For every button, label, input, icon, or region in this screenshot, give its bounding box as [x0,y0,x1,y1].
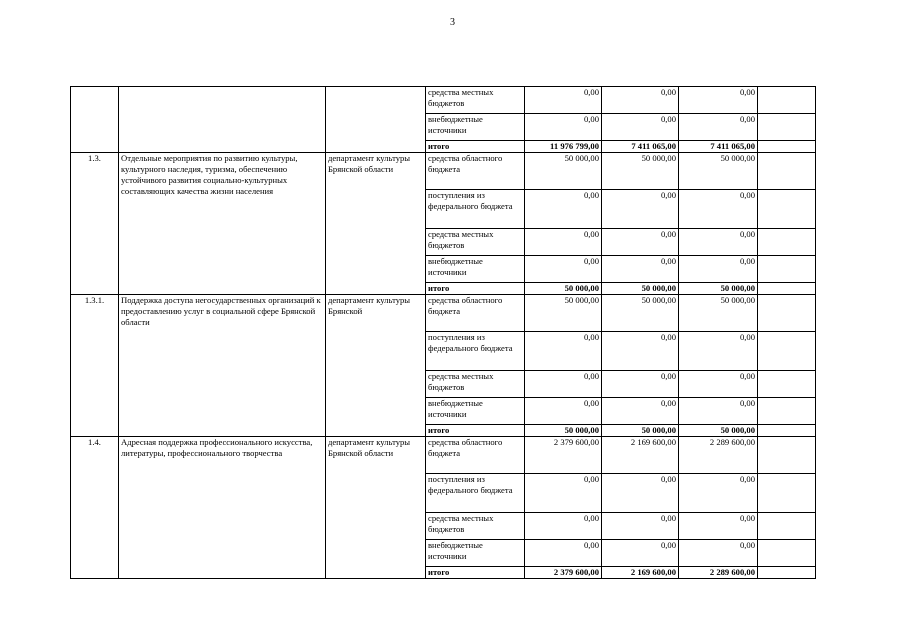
empty-cell [758,474,816,513]
amount-value: 0,00 [525,256,602,283]
executor: департамент культуры Брянской [326,295,426,437]
amount-value: 0,00 [602,513,679,540]
funding-source: внебюджетные источники [426,540,525,567]
amount-value: 0,00 [602,398,679,425]
empty-cell [758,513,816,540]
funding-source: внебюджетные источники [426,398,525,425]
budget-table [70,86,816,579]
page-number: 3 [450,17,455,28]
amount-value: 0,00 [602,540,679,567]
total-label: итого [426,141,525,153]
funding-source: средства областного бюджета [426,437,525,474]
empty-cell [758,332,816,371]
table-row [71,295,816,332]
amount-value: 0,00 [525,474,602,513]
total-value: 50 000,00 [679,283,758,295]
amount-value: 0,00 [525,190,602,229]
executor: департамент культуры Брянской области [326,437,426,579]
amount-value: 50 000,00 [525,153,602,190]
amount-value: 0,00 [525,371,602,398]
amount-value: 0,00 [525,540,602,567]
table-row [71,437,816,474]
total-value: 2 289 600,00 [679,567,758,579]
funding-source: внебюджетные источники [426,256,525,283]
amount-value: 0,00 [602,256,679,283]
empty-cell [758,540,816,567]
amount-value: 0,00 [525,398,602,425]
empty-cell [758,87,816,114]
total-value: 2 169 600,00 [602,567,679,579]
amount-value: 0,00 [679,513,758,540]
amount-value: 0,00 [679,114,758,141]
amount-value: 50 000,00 [679,153,758,190]
empty-cell [758,283,816,295]
amount-value: 0,00 [525,513,602,540]
item-index: 1.3.1. [71,295,119,437]
empty-cell [758,425,816,437]
total-value: 50 000,00 [679,425,758,437]
table-row [71,153,816,190]
empty-cell [758,371,816,398]
empty-cell [758,153,816,190]
funding-source: средства местных бюджетов [426,229,525,256]
total-value: 50 000,00 [602,425,679,437]
amount-value: 0,00 [679,256,758,283]
amount-value: 0,00 [602,371,679,398]
amount-value: 0,00 [679,540,758,567]
amount-value: 0,00 [602,190,679,229]
empty-cell [758,229,816,256]
amount-value: 0,00 [679,190,758,229]
empty-cell [758,567,816,579]
item-index: 1.4. [71,437,119,579]
activity-title: Поддержка доступа негосударственных организаций к предоставлению услуг в социальной сфере Брянской области [119,295,326,437]
amount-value: 50 000,00 [679,295,758,332]
empty-cell [758,437,816,474]
amount-value: 0,00 [679,398,758,425]
amount-value: 0,00 [679,474,758,513]
funding-source: внебюджетные источники [426,114,525,141]
activity-title: Отдельные мероприятия по развитию культуры, культурного наследия, туризма, обеспечению устойчивого развития социально-культурных составляющих качества жизни населения [119,153,326,295]
amount-value: 0,00 [679,332,758,371]
empty-cell [119,87,326,153]
funding-source: поступления из федерального бюджета [426,332,525,371]
total-label: итого [426,425,525,437]
empty-cell [758,114,816,141]
total-value: 7 411 065,00 [679,141,758,153]
amount-value: 50 000,00 [525,295,602,332]
amount-value: 0,00 [602,87,679,114]
amount-value: 2 169 600,00 [602,437,679,474]
item-index: 1.3. [71,153,119,295]
empty-cell [71,87,119,153]
empty-cell [758,190,816,229]
amount-value: 0,00 [525,87,602,114]
table-row [71,87,816,114]
empty-cell [758,141,816,153]
empty-cell [758,398,816,425]
amount-value: 0,00 [525,114,602,141]
total-label: итого [426,567,525,579]
amount-value: 50 000,00 [602,295,679,332]
amount-value: 0,00 [602,332,679,371]
funding-source: поступления из федерального бюджета [426,474,525,513]
total-label: итого [426,283,525,295]
total-value: 50 000,00 [602,283,679,295]
amount-value: 0,00 [525,229,602,256]
funding-source: поступления из федерального бюджета [426,190,525,229]
total-value: 50 000,00 [525,283,602,295]
amount-value: 0,00 [679,371,758,398]
amount-value: 0,00 [602,474,679,513]
funding-source: средства местных бюджетов [426,513,525,540]
total-value: 50 000,00 [525,425,602,437]
funding-source: средства областного бюджета [426,153,525,190]
amount-value: 0,00 [602,229,679,256]
amount-value: 0,00 [679,87,758,114]
funding-source: средства местных бюджетов [426,371,525,398]
executor: департамент культуры Брянской области [326,153,426,295]
empty-cell [758,295,816,332]
amount-value: 0,00 [525,332,602,371]
activity-title: Адресная поддержка профессионального искусства, литературы, профессионального творчества [119,437,326,579]
amount-value: 50 000,00 [602,153,679,190]
total-value: 2 379 600,00 [525,567,602,579]
total-value: 11 976 799,00 [525,141,602,153]
funding-source: средства местных бюджетов [426,87,525,114]
empty-cell [758,256,816,283]
total-value: 7 411 065,00 [602,141,679,153]
funding-source: средства областного бюджета [426,295,525,332]
amount-value: 2 379 600,00 [525,437,602,474]
amount-value: 0,00 [679,229,758,256]
amount-value: 0,00 [602,114,679,141]
amount-value: 2 289 600,00 [679,437,758,474]
empty-cell [326,87,426,153]
